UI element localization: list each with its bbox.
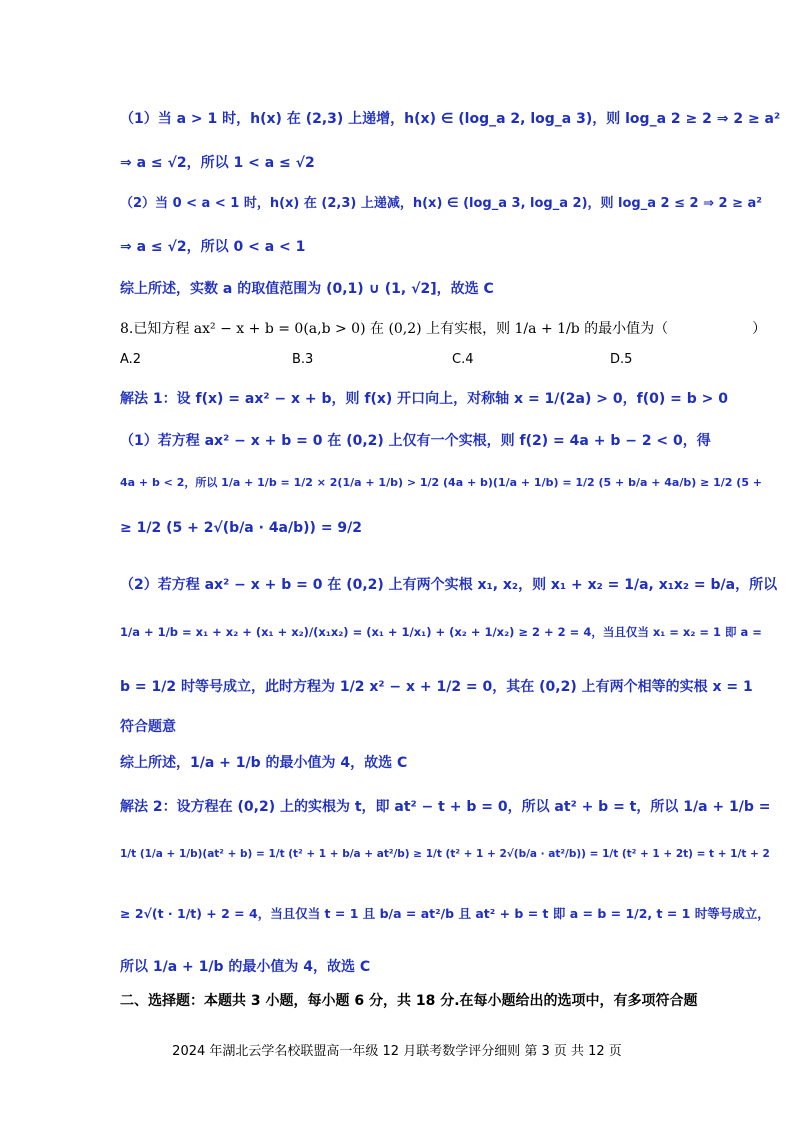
section-two-heading: 二、选择题：本题共 3 小题，每小题 6 分，共 18 分.在每小题给出的选项中，有多项符合题 [120,993,698,1009]
question-8: 8.已知方程 ax² − x + b = 0(a,b > 0) 在 (0,2) 上有实根，则 1/a + 1/b 的最小值为（ ） [120,321,767,337]
method-2-conclusion: 所以 1/a + 1/b 的最小值为 4，故选 C [120,959,371,975]
page-footer: 2024 年湖北云学名校联盟高一年级 12 月联考数学评分细则 第 3 页 共 12 页 [172,1044,622,1059]
option-c: C.4 [452,352,474,367]
method-1-case-2-equality: b = 1/2 时等号成立，此时方程为 1/2 x² − x + 1/2 = 0，其在 (0,2) 上有两个相等的实根 x = 1 [120,679,753,695]
conclusion-line: 综上所述，实数 a 的取值范围为 (0,1) ∪ (1, √2]，故选 C [120,281,494,297]
method-1-case-2-check: 符合题意 [120,719,176,735]
solution-line-3: （2）当 0 < a < 1 时，h(x) 在 (2,3) 上递减，h(x) ∈ (log_a 3, log_a 2)，则 log_a 2 ≤ 2 ⇒ 2 ≥ a² [120,196,762,211]
method-1-case-1-derivation: 4a + b < 2，所以 1/a + 1/b = 1/2 × 2(1/a + 1/b) > 1/2 (4a + b)(1/a + 1/b) = 1/2 (5 + b/a + 4a/b) ≥ 1/2 (5 + [120,476,763,489]
method-2-equality: ≥ 2√(t · 1/t) + 2 = 4，当且仅当 t = 1 且 b/a = at²/b 且 at² + b = t 即 a = b = 1/2, t = 1 时等号成立， [120,906,770,921]
method-2-heading: 解法 2：设方程在 (0,2) 上的实根为 t，即 at² − t + b = 0，所以 at² + b = t，所以 1/a + 1/b = [120,799,771,815]
option-d: D.5 [610,352,633,367]
method-2-derivation: 1/t (1/a + 1/b)(at² + b) = 1/t (t² + 1 + b/a + at²/b) ≥ 1/t (t² + 1 + 2√(b/a · at²/b)) = 1/t (t² + 1 + 2t) = t + 1/t + 2 [120,848,770,860]
solution-line-1: （1）当 a > 1 时，h(x) 在 (2,3) 上递增，h(x) ∈ (log_a 2, log_a 3)，则 log_a 2 ≥ 2 ⇒ 2 ≥ a² [120,111,781,127]
method-1-case-1: （1）若方程 ax² − x + b = 0 在 (0,2) 上仅有一个实根，则 f(2) = 4a + b − 2 < 0，得 [120,433,711,449]
method-1-case-2-derivation: 1/a + 1/b = x₁ + x₂ + (x₁ + x₂)/(x₁x₂) = (x₁ + 1/x₁) + (x₂ + 1/x₂) ≥ 2 + 2 = 4，当且仅当 x₁ = x₂ = 1 即 a = [120,625,762,639]
method-1-case-1-result: ≥ 1/2 (5 + 2√(b/a · 4a/b)) = 9/2 [120,520,363,536]
solution-line-2: ⇒ a ≤ √2，所以 1 < a ≤ √2 [120,155,315,171]
solution-line-4: ⇒ a ≤ √2，所以 0 < a < 1 [120,239,306,255]
option-a: A.2 [120,352,142,367]
method-1-conclusion: 综上所述，1/a + 1/b 的最小值为 4，故选 C [120,755,408,771]
option-b: B.3 [292,352,314,367]
method-1-heading: 解法 1：设 f(x) = ax² − x + b，则 f(x) 开口向上，对称轴 x = 1/(2a) > 0，f(0) = b > 0 [120,391,728,407]
method-1-case-2: （2）若方程 ax² − x + b = 0 在 (0,2) 上有两个实根 x₁, x₂，则 x₁ + x₂ = 1/a, x₁x₂ = b/a，所以 [120,577,778,593]
